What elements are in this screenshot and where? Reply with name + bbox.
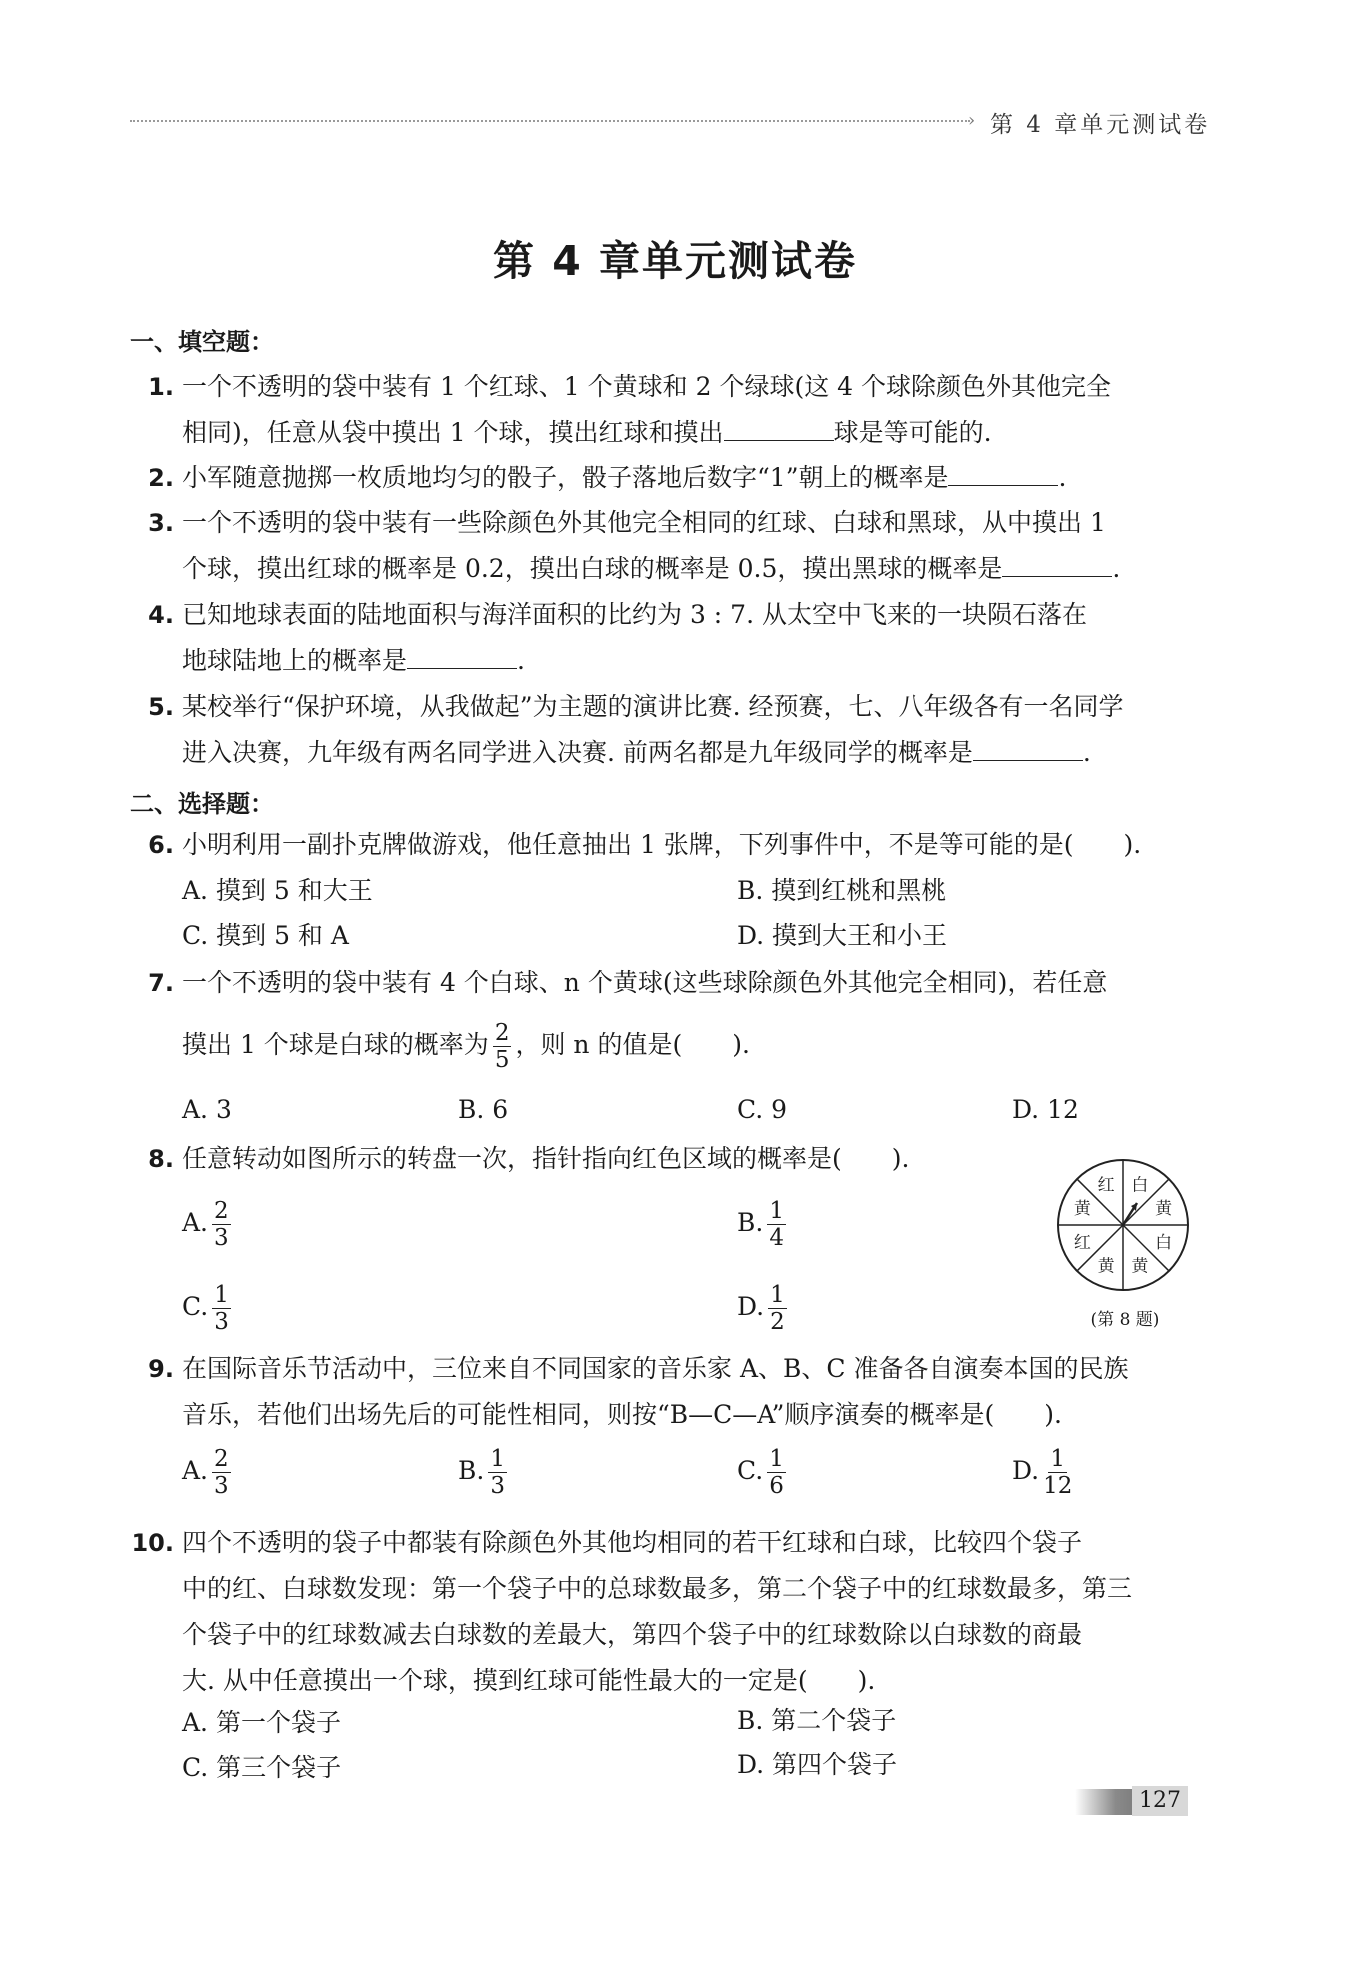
q4-text-a: 地球陆地上的概率是	[182, 646, 408, 675]
question-7	[182, 960, 1192, 1073]
question-8: 任意转动如图所示的转盘一次，指针指向红色区域的概率是( ).	[182, 1144, 910, 1173]
q9-number: 9.	[148, 1355, 174, 1383]
q10-number: 10.	[131, 1529, 174, 1557]
q7-text-a: 摸出 1 个球是白球的概率为	[182, 1030, 489, 1059]
q10-option-d[interactable]: D. 第四个袋子	[737, 1750, 898, 1779]
section-fill-in: 一、填空题：	[130, 328, 274, 356]
q3-text-a: 个球，摸出红球的概率是 0.2，摸出白球的概率是 0.5，摸出黑球的概率是	[182, 554, 1003, 583]
question-2	[182, 455, 1192, 501]
q5-blank[interactable]	[973, 732, 1083, 761]
q4-number: 4.	[148, 601, 174, 629]
q8-a-numerator: 2	[214, 1198, 229, 1224]
q9-c-numerator: 1	[769, 1446, 784, 1472]
q1-line2	[182, 410, 1192, 456]
q4-line2	[182, 638, 1192, 684]
q7-fraction	[493, 1020, 512, 1073]
q9-b-denominator: 3	[490, 1473, 505, 1499]
page-title: 第 4 章单元测试卷	[492, 237, 858, 285]
q8-c-denominator: 3	[214, 1309, 229, 1335]
q9-option-d-fraction	[1043, 1446, 1072, 1499]
q6-option-a[interactable]: A. 摸到 5 和大王	[182, 876, 373, 905]
q5-text-a: 进入决赛，九年级有两名同学进入决赛. 前两名都是九年级同学的概率是	[182, 738, 973, 767]
q7-line2	[182, 1020, 1192, 1073]
q5-number: 5.	[148, 693, 174, 721]
spinner-sector-label: 白	[1131, 1175, 1149, 1196]
q9-option-a[interactable]	[182, 1446, 235, 1499]
question-10	[182, 1520, 1192, 1704]
q3-number: 3.	[148, 509, 174, 537]
q8-option-d-fraction	[768, 1282, 787, 1335]
q7-option-a[interactable]: A. 3	[182, 1095, 232, 1124]
question-4	[182, 592, 1192, 684]
q7-text-b: ，则 n 的值是( ).	[515, 1030, 750, 1059]
q6-option-b[interactable]: B. 摸到红桃和黑桃	[737, 876, 947, 905]
question-5	[182, 684, 1192, 776]
q9-line2: 音乐，若他们出场先后的可能性相同，则按“B—C—A”顺序演奏的概率是( ).	[182, 1400, 1062, 1429]
q9-option-b-fraction	[488, 1446, 507, 1499]
q8-option-a-fraction	[212, 1198, 231, 1251]
q9-option-a-label: A.	[182, 1456, 209, 1485]
q9-option-b[interactable]	[458, 1446, 511, 1499]
q8-option-a[interactable]	[182, 1198, 235, 1251]
page-number: 127	[1132, 1786, 1188, 1816]
q9-option-b-label: B.	[458, 1456, 485, 1485]
q8-option-d[interactable]	[737, 1282, 791, 1335]
q2-blank[interactable]	[948, 457, 1058, 486]
q9-option-c-fraction	[767, 1446, 786, 1499]
q10-line2: 中的红、白球数发现：第一个袋子中的总球数最多，第二个袋子中的红球数最多，第三	[182, 1574, 1133, 1603]
q9-d-denominator: 12	[1043, 1473, 1073, 1499]
q5-text-b: .	[1082, 738, 1091, 767]
header-arrow-icon: ›	[968, 110, 976, 131]
q7-fraction-denominator: 5	[494, 1047, 510, 1073]
question-9	[182, 1346, 1192, 1438]
q9-option-c[interactable]	[737, 1446, 790, 1499]
spinner-sector-label: 红	[1073, 1232, 1091, 1253]
q7-line1: 一个不透明的袋中装有 4 个白球、n 个黄球(这些球除颜色外其他完全相同)，若任意	[182, 968, 1108, 997]
q3-line1: 一个不透明的袋中装有一些除颜色外其他完全相同的红球、白球和黑球，从中摸出 1	[182, 508, 1106, 537]
q9-a-denominator: 3	[214, 1473, 229, 1499]
q8-option-b[interactable]	[737, 1198, 790, 1251]
q8-option-d-label: D.	[737, 1292, 765, 1321]
q8-d-numerator: 1	[770, 1282, 785, 1308]
question-1	[182, 364, 1192, 456]
q8-option-b-label: B.	[737, 1208, 764, 1237]
q8-b-denominator: 4	[769, 1225, 784, 1251]
q10-line3: 个袋子中的红球数减去白球数的差最大，第四个袋子中的红球数除以白球数的商最	[182, 1620, 1083, 1649]
q8-option-c-label: C.	[182, 1292, 209, 1321]
q3-line2	[182, 546, 1192, 592]
q9-option-d-label: D.	[1012, 1456, 1040, 1485]
q2-text-b: .	[1058, 463, 1067, 492]
q7-fraction-numerator: 2	[494, 1020, 510, 1046]
q9-line1: 在国际音乐节活动中，三位来自不同国家的音乐家 A、B、C 准备各自演奏本国的民族	[182, 1354, 1129, 1383]
q9-b-numerator: 1	[490, 1446, 505, 1472]
q8-option-b-fraction	[767, 1198, 786, 1251]
q2-number: 2.	[148, 464, 174, 492]
q5-line1: 某校举行“保护环境，从我做起”为主题的演讲比赛. 经预赛，七、八年级各有一名同学	[182, 692, 1124, 721]
header-rule	[130, 120, 970, 122]
q9-d-numerator: 1	[1050, 1446, 1066, 1472]
q8-d-denominator: 2	[770, 1309, 785, 1335]
spinner-sector-label: 黄	[1097, 1256, 1115, 1277]
q10-line1: 四个不透明的袋子中都装有除颜色外其他均相同的若干红球和白球，比较四个袋子	[182, 1528, 1083, 1557]
spinner-sector-label: 白	[1155, 1232, 1173, 1253]
q9-option-c-label: C.	[737, 1456, 764, 1485]
q1-text-b: 球是等可能的.	[833, 418, 992, 447]
q8-number: 8.	[148, 1145, 174, 1173]
q6-number: 6.	[148, 831, 174, 859]
spinner-sector-label: 黄	[1131, 1256, 1149, 1277]
q10-option-b[interactable]: B. 第二个袋子	[737, 1706, 897, 1735]
running-header: 第 4 章单元测试卷	[990, 112, 1211, 138]
q1-blank[interactable]	[724, 412, 834, 441]
q7-number: 7.	[148, 969, 174, 997]
q8-option-c-fraction	[212, 1282, 231, 1335]
q10-option-a[interactable]: A. 第一个袋子	[182, 1708, 341, 1737]
q7-option-d[interactable]: D. 12	[1012, 1095, 1079, 1124]
q1-text-a: 相同)，任意从袋中摸出 1 个球，摸出红球和摸出	[182, 418, 724, 447]
q4-blank[interactable]	[407, 640, 517, 669]
q10-option-c[interactable]: C. 第三个袋子	[182, 1753, 342, 1782]
q1-line1: 一个不透明的袋中装有 1 个红球、1 个黄球和 2 个绿球(这 4 个球除颜色外其他完全	[182, 372, 1112, 401]
q4-text-b: .	[517, 646, 525, 675]
spinner-diagram	[1055, 1157, 1191, 1293]
q9-c-denominator: 6	[769, 1473, 784, 1499]
q8-option-a-label: A.	[182, 1208, 209, 1237]
q1-number: 1.	[148, 373, 174, 401]
q6-option-d[interactable]: D. 摸到大王和小王	[737, 921, 948, 950]
spinner-sector-label: 黄	[1155, 1199, 1173, 1220]
spinner-sector-label: 黄	[1073, 1199, 1091, 1220]
spinner-sector-label: 红	[1097, 1175, 1115, 1196]
section-choice: 二、选择题：	[130, 790, 274, 818]
q3-blank[interactable]	[1002, 548, 1112, 577]
question-3	[182, 500, 1192, 592]
q3-text-b: .	[1112, 554, 1121, 583]
q10-line4: 大. 从中任意摸出一个球，摸到红球可能性最大的一定是( ).	[182, 1666, 876, 1695]
figure-caption: (第 8 题)	[1090, 1310, 1160, 1330]
q5-line2	[182, 730, 1192, 776]
q9-option-a-fraction	[212, 1446, 231, 1499]
q7-option-c[interactable]: C. 9	[737, 1095, 788, 1124]
q6-option-c[interactable]: C. 摸到 5 和 A	[182, 921, 349, 950]
q2-text-a: 小军随意抛掷一枚质地均匀的骰子，骰子落地后数字“1”朝上的概率是	[182, 463, 949, 492]
q8-c-numerator: 1	[214, 1282, 229, 1308]
q7-option-b[interactable]: B. 6	[458, 1095, 509, 1124]
q8-b-numerator: 1	[769, 1198, 784, 1224]
q8-option-c[interactable]	[182, 1282, 235, 1335]
q8-a-denominator: 3	[214, 1225, 229, 1251]
q9-a-numerator: 2	[214, 1446, 229, 1472]
q4-line1: 已知地球表面的陆地面积与海洋面积的比约为 3 : 7. 从太空中飞来的一块陨石落在	[182, 600, 1087, 629]
question-6: 小明利用一副扑克牌做游戏，他任意抽出 1 张牌，下列事件中，不是等可能的是( ).	[182, 830, 1142, 859]
q9-option-d[interactable]	[1012, 1446, 1076, 1499]
